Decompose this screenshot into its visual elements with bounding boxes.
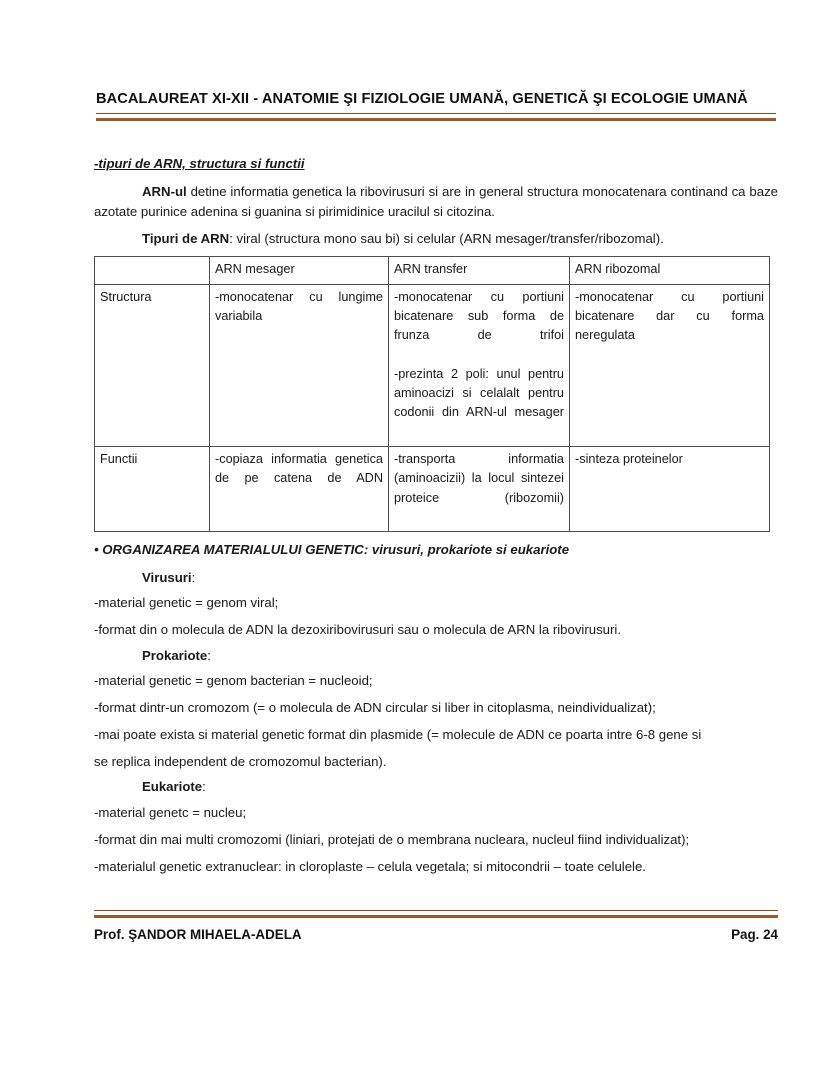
table-cell-functii-ribozomal <box>570 447 770 532</box>
list-item: -material genetc = nucleu; <box>94 804 247 820</box>
footer-rule <box>94 910 778 918</box>
table-cell-text: -monocatenar cu portiuni bicatenare dar cu forma neregulata <box>575 289 764 343</box>
footer-author: Prof. ŞANDOR MIHAELA-ADELA <box>94 927 302 942</box>
table-cell-structura-ribozomal <box>570 284 770 446</box>
group-label-colon: : <box>207 647 211 663</box>
list-item: -material genetic = genom bacterian = nucleoid; <box>94 673 373 689</box>
group-label-text: Prokariote <box>142 647 208 663</box>
section-title-organizarea: • ORGANIZAREA MATERIALULUI GENETIC: virusuri, prokariote si eukariote <box>94 542 570 558</box>
table-cell-text: -sinteza proteinelor <box>575 452 683 467</box>
table-cell-row-label: Structura <box>95 284 210 446</box>
list-item: -material genetic = genom viral; <box>94 595 279 611</box>
group-label-colon: : <box>202 779 206 795</box>
table-cell-text: -copiaza informatia genetica de pe catena de ADN <box>215 452 383 486</box>
table-header-cell-mesager: ARN mesager <box>210 257 389 284</box>
document-header <box>96 90 776 121</box>
table-cell-functii-transfer <box>389 447 570 532</box>
paragraph-arn-ul-text: detine informatia genetica la ribovirusuri si are in general structura monocatenara continand ca baze azotate purinice adenina si guanina si pirimidinice uracilul si citozina. <box>94 184 778 220</box>
table-header-cell-transfer: ARN transfer <box>389 257 570 284</box>
section-subheading: -tipuri de ARN, structura si functii <box>94 156 305 171</box>
table-cell-text: -monocatenar cu lungime variabila <box>215 289 383 323</box>
paragraph-tipuri <box>94 229 778 249</box>
table-header-cell-empty <box>95 257 210 284</box>
page-title: BACALAUREAT XI-XII - ANATOMIE ŞI FIZIOLOGIE UMANĂ, GENETICĂ ŞI ECOLOGIE UMANĂ <box>96 91 748 107</box>
table-header-cell-ribozomal: ARN ribozomal <box>570 257 770 284</box>
table-cell-text: -transporta informatia (aminoacizii) la locul sintezei proteice (ribozomii) <box>394 452 564 505</box>
paragraph-arn-ul-bold: ARN-ul <box>142 184 187 200</box>
document-footer <box>94 910 778 942</box>
table-cell-text-part1: -monocatenar cu portiuni bicatenare sub forma de frunza de trifoi <box>394 289 564 343</box>
list-item: -format din o molecula de ADN la dezoxiribovirusuri sau o molecula de ARN la ribovirusuri. <box>94 621 621 637</box>
document-body <box>94 155 778 883</box>
paragraph-arn-ul <box>94 182 778 222</box>
group-label-virusuri <box>94 569 778 587</box>
group-label-eukariote <box>94 778 778 796</box>
group-label-text: Eukariote <box>142 779 203 795</box>
paragraph-tipuri-bold: Tipuri de ARN <box>142 231 230 247</box>
table-header-row <box>95 257 770 284</box>
list-item: -mai poate exista si material genetic format din plasmide (= molecule de ADN ce poarta intre 6-8 gene si <box>94 726 702 742</box>
table-cell-row-label: Functii <box>95 447 210 532</box>
table-cell-structura-mesager <box>210 284 389 446</box>
list-item: -format din mai multi cromozomi (liniari, protejati de o membrana nucleara, nucleul fiind individualizat); <box>94 831 690 847</box>
table-cell-functii-mesager <box>210 447 389 532</box>
paragraph-tipuri-text: : viral (structura mono sau bi) si celular (ARN mesager/transfer/ribozomal). <box>229 231 664 247</box>
table-row <box>95 284 770 446</box>
footer-row <box>94 927 778 942</box>
list-item: se replica independent de cromozomul bacterian). <box>94 753 387 769</box>
list-item: -materialul genetic extranuclear: in cloroplaste – celula vegetala; si mitocondrii – toate celulele. <box>94 858 646 874</box>
table-cell-structura-transfer <box>389 284 570 446</box>
table-row <box>95 447 770 532</box>
header-rule <box>96 113 776 121</box>
group-label-text: Virusuri <box>142 569 192 585</box>
group-label-prokariote <box>94 647 778 665</box>
group-label-colon: : <box>191 569 196 585</box>
table-cell-text-part2: -prezinta 2 poli: unul pentru aminoacizi si celalalt pentru codonii din ARN-ul mesager <box>394 366 564 420</box>
list-item: -format dintr-un cromozom (= o molecula de ADN circular si liber in citoplasma, neindividualizat); <box>94 700 656 716</box>
arn-types-table <box>94 256 770 532</box>
footer-page-number: Pag. 24 <box>731 927 778 942</box>
